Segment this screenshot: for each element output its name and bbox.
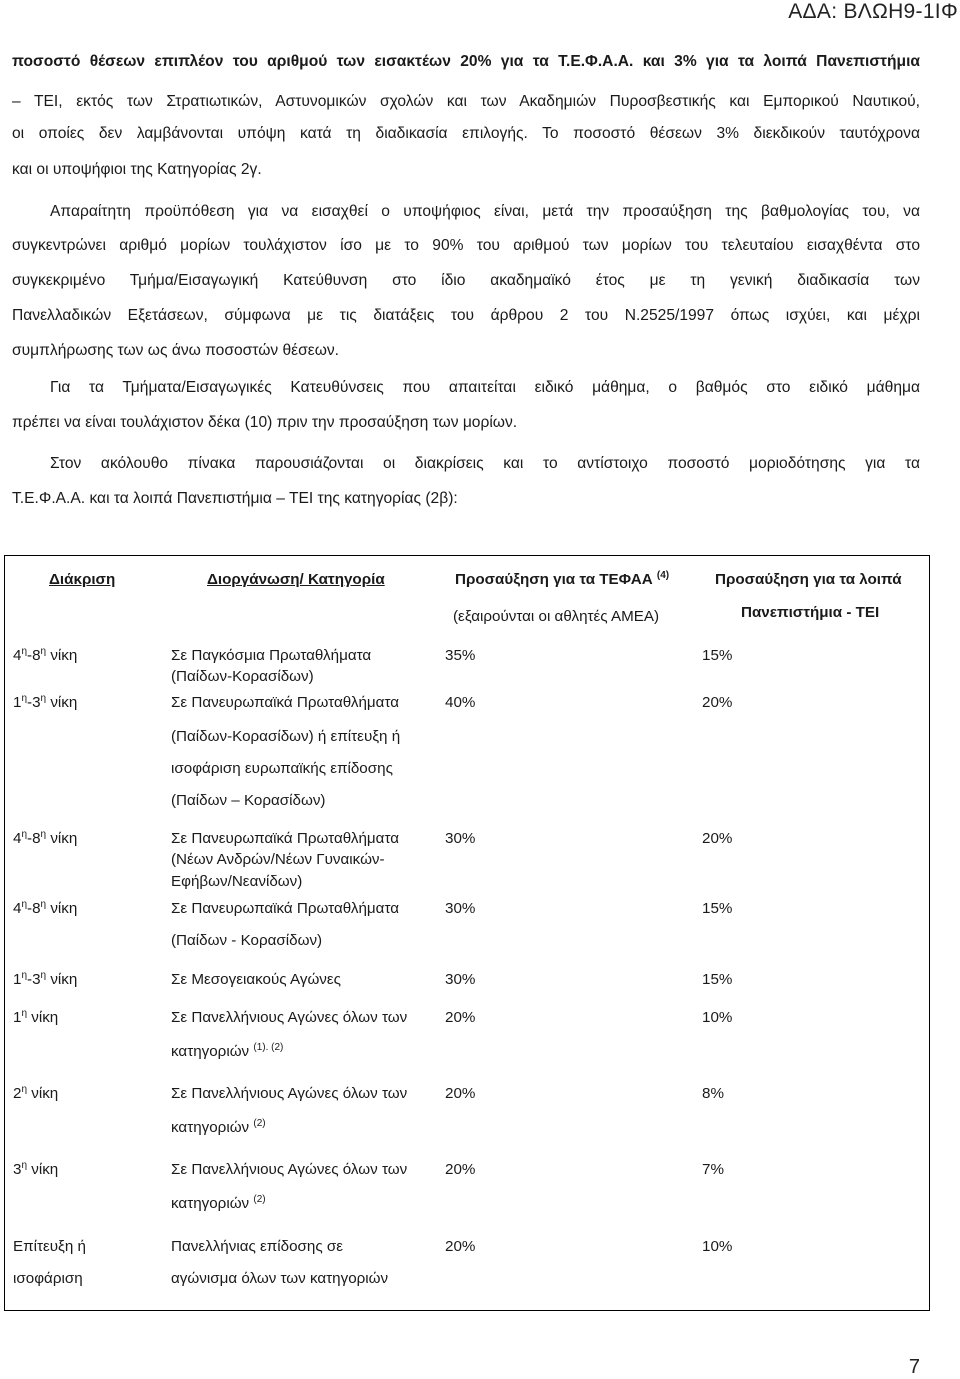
row4-distinction (13, 899, 77, 919)
para2-line-1: Απαραίτητη προϋπόθεση για να εισαχθεί ο υποψήφιος είναι, μετά την προσαύξηση της βαθμολογίας του, να (50, 203, 920, 220)
row4-tefaa: 30% (445, 900, 476, 917)
cell-text: νίκη (46, 900, 78, 917)
superscript: η (21, 829, 28, 840)
row9-tefaa: 20% (445, 1238, 476, 1255)
superscript: η (21, 646, 28, 657)
cell-text: 1 (13, 1009, 22, 1026)
intro-line-2: – ΤΕΙ, εκτός των Στρατιωτικών, Αστυνομικών σχολών και των Ακαδημιών Πυροσβεστικής και Εμπορικού Ναυτικού, (12, 93, 920, 110)
row7-other: 8% (702, 1085, 724, 1102)
row7-organization-l2 (171, 1118, 266, 1138)
superscript: η (40, 646, 47, 657)
para2-line-5: συμπλήρωσης των ως άνω ποσοστών θέσεων. (12, 342, 340, 359)
row3-distinction (13, 829, 77, 849)
row6-other: 10% (702, 1009, 733, 1026)
cell-text: 4 (13, 900, 22, 917)
superscript: η (21, 899, 28, 910)
row3-organization-l1: Σε Πανευρωπαϊκά Πρωταθλήματα (171, 830, 400, 847)
row1-organization-l2: (Παίδων-Κορασίδων) (171, 668, 314, 685)
header-other-line1: Προσαύξηση για τα λοιπά (715, 571, 902, 588)
row1-tefaa: 35% (445, 647, 476, 664)
row6-distinction (13, 1008, 58, 1028)
row2-organization-l2: (Παίδων-Κορασίδων) ή επίτευξη ή (171, 728, 401, 745)
distinctions-table (4, 555, 930, 1311)
para2-line-4: Πανελλαδικών Εξετάσεων, σύμφωνα με τις διατάξεις του άρθρου 2 του Ν.2525/1997 όπως ισχύει, και μέχρι (12, 307, 920, 324)
para2-line-3: συγκεκριμένο Τμήμα/Εισαγωγική Κατεύθυνση στο ίδιο ακαδημαϊκό έτος με τη γενική διαδικασία των (12, 272, 920, 289)
superscript: η (21, 693, 28, 704)
intro-line-3: οι οποίες δεν λαμβάνονται υπόψη κατά τη διαδικασία επιλογής. Το ποσοστό θέσεων 3% διεκδικούν ταυτόχρονα (12, 125, 920, 142)
cell-text: -3 (27, 694, 41, 711)
header-distinction: Διάκριση (49, 571, 116, 588)
cell-text: νίκη (27, 1085, 59, 1102)
row2-other: 20% (702, 694, 733, 711)
cell-text: κατηγοριών (171, 1119, 250, 1136)
row3-organization-l2: (Νέων Ανδρών/Νέων Γυναικών- (171, 851, 385, 868)
para4-line-2: Τ.Ε.Φ.Α.Α. και τα λοιπά Πανεπιστήμια – ΤΕΙ της κατηγορίας (2β): (12, 490, 458, 507)
row9-distinction-l2: ισοφάριση (13, 1270, 83, 1287)
row6-organization-l1: Σε Πανελλήνιους Αγώνες όλων των (171, 1009, 408, 1026)
row7-tefaa: 20% (445, 1085, 476, 1102)
cell-text: -3 (27, 971, 41, 988)
para4-line-1: Στον ακόλουθο πίνακα παρουσιάζονται οι διακρίσεις και το αντίστοιχο ποσοστό μοριοδότησης για τα (50, 455, 920, 472)
header-tefaa-sup: (4) (656, 570, 670, 581)
row7-organization-l1: Σε Πανελλήνιους Αγώνες όλων των (171, 1085, 408, 1102)
cell-text: νίκη (27, 1161, 59, 1178)
superscript: (2) (253, 1118, 266, 1129)
row5-tefaa: 30% (445, 971, 476, 988)
page-number: 7 (908, 1356, 920, 1378)
row6-organization-l2 (171, 1042, 283, 1062)
superscript: η (40, 970, 47, 981)
cell-text: 2 (13, 1085, 22, 1102)
row2-organization-l1: Σε Πανευρωπαϊκά Πρωταθλήματα (171, 694, 400, 711)
row9-distinction-l1: Επίτευξη ή (13, 1238, 86, 1255)
row8-organization-l1: Σε Πανελλήνιους Αγώνες όλων των (171, 1161, 408, 1178)
header-organization: Διοργάνωση/ Κατηγορία (207, 571, 385, 588)
header-tefaa-note: (εξαιρούνται οι αθλητές ΑΜΕΑ) (453, 608, 660, 625)
row1-distinction (13, 646, 77, 666)
cell-text: νίκη (46, 830, 78, 847)
para2-line-2: συγκεντρώνει αριθμό μορίων τουλάχιστον ίσο με το 90% του αριθμού των μορίων του τελευταίου εισαχθέντα στο (12, 237, 920, 254)
row1-other: 15% (702, 647, 733, 664)
row8-organization-l2 (171, 1194, 266, 1214)
row3-tefaa: 30% (445, 830, 476, 847)
para3-line-1: Για τα Τμήματα/Εισαγωγικές Κατευθύνσεις που απαιτείται ειδικό μάθημα, ο βαθμός στο ειδικό μάθημα (50, 379, 920, 396)
row6-tefaa: 20% (445, 1009, 476, 1026)
row7-distinction (13, 1084, 58, 1104)
intro-line-1: ποσοστό θέσεων επιπλέον του αριθμού των εισακτέων 20% για τα Τ.Ε.Φ.Α.Α. και 3% για τα λοιπά Πανεπιστήμια (12, 53, 920, 70)
superscript: (2) (253, 1194, 266, 1205)
row3-organization-l3: Εφήβων/Νεανίδων) (171, 873, 303, 890)
cell-text: νίκη (27, 1009, 59, 1026)
row4-organization-l1: Σε Πανευρωπαϊκά Πρωταθλήματα (171, 900, 400, 917)
superscript: η (40, 693, 47, 704)
cell-text: κατηγοριών (171, 1043, 250, 1060)
cell-text: 1 (13, 971, 22, 988)
cell-text: νίκη (46, 647, 78, 664)
row2-organization-l4: (Παίδων – Κορασίδων) (171, 792, 326, 809)
row5-distinction (13, 970, 77, 990)
cell-text: 4 (13, 830, 22, 847)
row8-tefaa: 20% (445, 1161, 476, 1178)
row2-distinction (13, 693, 77, 713)
row9-organization-l1: Πανελλήνιας επίδοσης σε (171, 1238, 344, 1255)
superscript: η (21, 1008, 28, 1019)
row2-tefaa: 40% (445, 694, 476, 711)
ada-code: ΑΔΑ: ΒΛΩΗ9-1ΙΦ (788, 0, 958, 23)
cell-text: 4 (13, 647, 22, 664)
cell-text: νίκη (46, 694, 78, 711)
cell-text: 3 (13, 1161, 22, 1178)
superscript: η (21, 970, 28, 981)
cell-text: κατηγοριών (171, 1195, 250, 1212)
row2-organization-l3: ισοφάριση ευρωπαϊκής επίδοσης (171, 760, 393, 777)
superscript: η (40, 899, 47, 910)
cell-text: -8 (27, 830, 41, 847)
cell-text: νίκη (46, 971, 78, 988)
header-tefaa (455, 570, 669, 590)
row5-other: 15% (702, 971, 733, 988)
para3-line-2: πρέπει να είναι τουλάχιστον δέκα (10) πριν την προσαύξηση των μορίων. (12, 414, 518, 431)
row5-organization-l1: Σε Μεσογειακούς Αγώνες (171, 971, 341, 988)
superscript: η (40, 829, 47, 840)
header-tefaa-label: Προσαύξηση για τα ΤΕΦΑΑ (455, 571, 653, 588)
row3-other: 20% (702, 830, 733, 847)
cell-text: -8 (27, 647, 41, 664)
header-other-line2: Πανεπιστήμια - ΤΕΙ (741, 604, 880, 621)
row8-other: 7% (702, 1161, 724, 1178)
row8-distinction (13, 1160, 58, 1180)
superscript: (1). (2) (253, 1042, 284, 1053)
intro-line-4: και οι υποψήφιοι της Κατηγορίας 2γ. (12, 161, 262, 178)
row4-other: 15% (702, 900, 733, 917)
row4-organization-l2: (Παίδων - Κορασίδων) (171, 932, 323, 949)
superscript: η (21, 1084, 28, 1095)
row9-other: 10% (702, 1238, 733, 1255)
row1-organization-l1: Σε Παγκόσμια Πρωταθλήματα (171, 647, 372, 664)
cell-text: -8 (27, 900, 41, 917)
row9-organization-l2: αγώνισμα όλων των κατηγοριών (171, 1270, 389, 1287)
superscript: η (21, 1160, 28, 1171)
cell-text: 1 (13, 694, 22, 711)
